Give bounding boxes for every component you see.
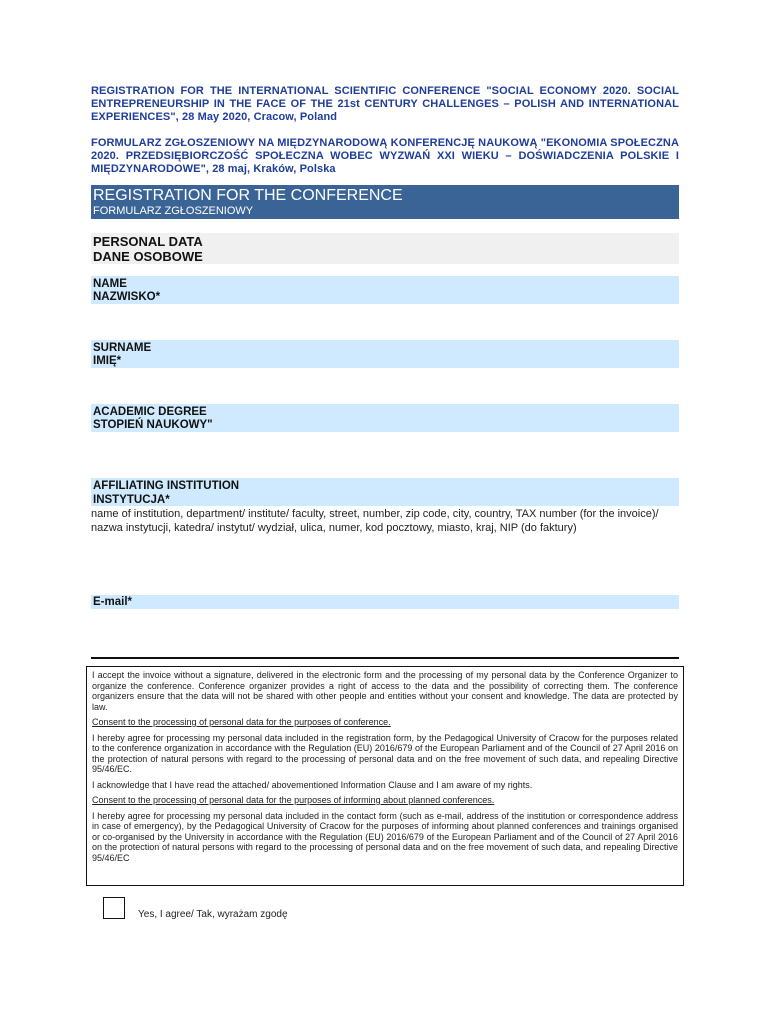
- personal-data-title-en: PERSONAL DATA: [93, 234, 203, 249]
- name-input[interactable]: [91, 305, 679, 339]
- email-label-band: [91, 595, 679, 609]
- institution-label-pl: INSTYTUCJA*: [93, 494, 170, 506]
- consent-conference-text: I hereby agree for processing my personal data included in the registration form, by the Pedagogical University of Cracow for the purposes related to the conference organization in accordance with the Regulation (EU) 2016/679 of the European Parliament and of the Council of 27 April 2016 on the protection of natural persons with regard to the processing of personal data and on the free movement of such data, and repealing Directive 95/46/EC.: [92, 732, 678, 774]
- registration-banner: [91, 185, 679, 219]
- institution-label-band: [91, 478, 679, 506]
- personal-data-header: [91, 233, 679, 264]
- surname-label-en: SURNAME: [93, 342, 152, 354]
- personal-data-title-pl: DANE OSOBOWE: [93, 249, 203, 264]
- divider: [91, 657, 679, 659]
- institution-label-en: AFFILIATING INSTITUTION: [93, 480, 240, 492]
- consent-informing-heading: Consent to the processing of personal data for the purposes of informing about planned conferences.: [92, 795, 495, 805]
- banner-title: REGISTRATION FOR THE CONFERENCE: [93, 187, 403, 204]
- name-label-en: NAME: [93, 278, 127, 290]
- consent-box: [86, 666, 684, 886]
- institution-note: name of institution, department/ institute/ faculty, street, number, zip code, city, country, TAX number (for the invoice)/ nazwa instytucji, katedra/ instytut/ wydział, ulica, numer, kod pocztowy, miasto, kraj, NIP (do faktury): [91, 508, 659, 534]
- consent-invoice-text: I accept the invoice without a signature, delivered in the electronic form and the processing of my personal data by the Conference Organizer to organize the conference. Conference organizer provides a right of access to the data and the possibility of correcting them. The conference organizers ensure that the data will not be shared with other people and entities without your consent and knowledge. The data are protected by law.: [92, 670, 678, 712]
- name-label-band: [91, 276, 679, 304]
- degree-label-en: ACADEMIC DEGREE: [93, 406, 207, 418]
- surname-label-band: [91, 340, 679, 368]
- email-input[interactable]: [91, 611, 679, 651]
- agree-checkbox[interactable]: [103, 897, 125, 919]
- degree-label-band: [91, 404, 679, 432]
- institution-input[interactable]: [91, 537, 679, 593]
- banner-subtitle: FORMULARZ ZGŁOSZENIOWY: [93, 205, 254, 217]
- name-label-pl: NAZWISKO*: [93, 291, 161, 303]
- surname-input[interactable]: [91, 369, 679, 403]
- email-label: E-mail*: [93, 596, 132, 608]
- conference-title-pl: FORMULARZ ZGŁOSZENIOWY NA MIĘDZYNARODOWĄ KONFERENCJĘ NAUKOWĄ "EKONOMIA SPOŁECZNA 2020. PRZEDSIĘBIORCZOŚĆ SPOŁECZNA WOBEC WYZWAŃ XXI WIEKU – DOŚWIADCZENIA POLSKIE I MIĘDZYNARODOWE", 28 maj, Kraków, Polska: [91, 137, 679, 175]
- consent-informing-text: I hereby agree for processing my personal data included in the contact form (such as e-mail, address of the institution or correspondence address in case of emergency), by the Pedagogical University of Cracow for the purposes of informing about planned conferences and trainings organised or co-organised by the University in accordance with the Regulation (EU) 2016/679 of the European Parliament and of the Council of 27 April 2016 on the protection of natural persons with regard to the processing of personal data and on the free movement of such data, and repealing Directive 95/46/EC: [92, 810, 678, 863]
- consent-acknowledge-text: I acknowledge that I have read the attached/ abovementioned Information Clause and I am aware of my rights.: [92, 779, 533, 790]
- consent-conference-heading: Consent to the processing of personal data for the purposes of conference.: [92, 717, 391, 727]
- agree-label: Yes, I agree/ Tak, wyrażam zgodę: [138, 909, 288, 920]
- conference-title-en: REGISTRATION FOR THE INTERNATIONAL SCIENTIFIC CONFERENCE "SOCIAL ECONOMY 2020. SOCIAL ENTREPRENEURSHIP IN THE FACE OF THE 21st CENTURY CHALLENGES – POLISH AND INTERNATIONAL EXPERIENCES", 28 May 2020, Cracow, Poland: [91, 85, 679, 123]
- degree-label-pl: STOPIEŃ NAUKOWY": [93, 419, 213, 431]
- degree-input[interactable]: [91, 433, 679, 477]
- surname-label-pl: IMIĘ*: [93, 355, 122, 367]
